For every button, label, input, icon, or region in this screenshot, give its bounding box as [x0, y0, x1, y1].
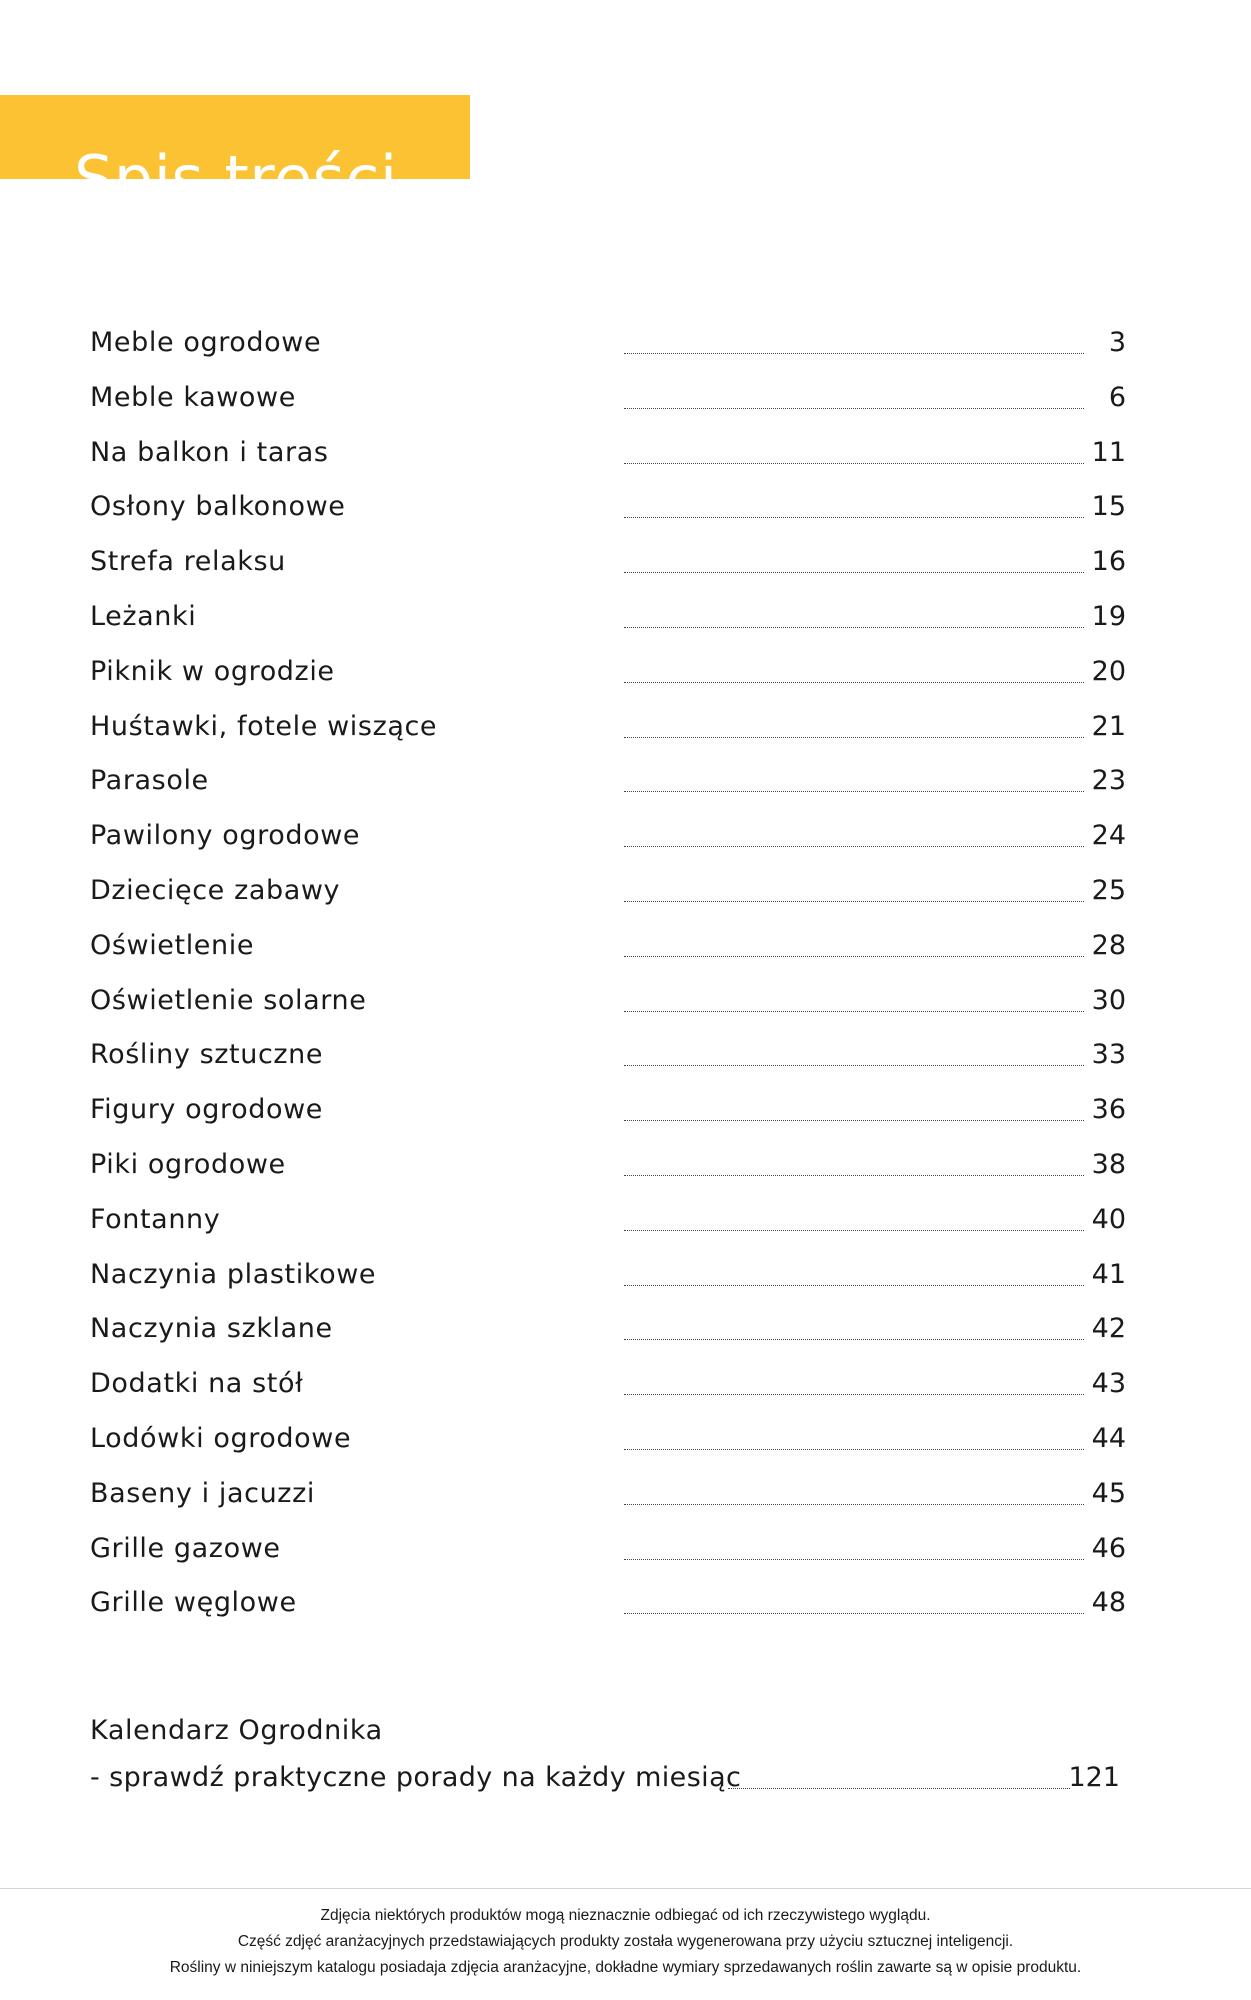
toc-entry-page-number: 36: [1091, 1094, 1126, 1126]
footer-disclaimer: [0, 1903, 1251, 1981]
toc-entry[interactable]: [90, 1306, 1126, 1361]
toc-entry[interactable]: [90, 1197, 1126, 1252]
dot-leader: [624, 1339, 1084, 1340]
toc-entry-page-number: 21: [1091, 710, 1126, 742]
footer-divider: [0, 1888, 1251, 1889]
toc-entry[interactable]: [90, 1087, 1126, 1142]
toc-entry-label: Strefa relaksu: [90, 546, 286, 578]
toc-entry-label: Oświetlenie: [90, 929, 255, 961]
footer-line-2: Część zdjęć aranżacyjnych przedstawiających produkty została wygenerowana przy użyciu sztucznej inteligencji.: [237, 1933, 1014, 1950]
dot-leader: [624, 1011, 1084, 1012]
toc-entry-page-number: 44: [1091, 1422, 1126, 1454]
dot-leader: [624, 1559, 1084, 1560]
calendar-page-number: 121: [1068, 1762, 1120, 1793]
dot-leader: [624, 956, 1084, 957]
toc-entry-label: Naczynia szklane: [90, 1313, 333, 1345]
toc-entry[interactable]: [90, 320, 1126, 375]
toc-entry-page-number: 25: [1091, 874, 1126, 906]
toc-entry-page-number: 11: [1091, 436, 1126, 468]
toc-entry-page-number: 30: [1091, 984, 1126, 1016]
toc-entry-label: Lodówki ogrodowe: [90, 1422, 352, 1454]
toc-entry-page-number: 33: [1091, 1039, 1126, 1071]
dot-leader: [624, 1613, 1084, 1614]
toc-entry-page-number: 20: [1091, 655, 1126, 687]
toc-entry-page-number: 3: [1108, 327, 1126, 358]
toc-entry-label: Osłony balkonowe: [90, 491, 346, 523]
toc-entry[interactable]: [90, 1580, 1126, 1635]
toc-entry[interactable]: [90, 649, 1126, 704]
toc-entry[interactable]: [90, 484, 1126, 539]
toc-entry-page-number: 19: [1091, 600, 1126, 632]
toc-entry-label: Meble ogrodowe: [90, 327, 322, 358]
toc-entry-label: Figury ogrodowe: [90, 1094, 324, 1126]
toc-entry-label: Grille węglowe: [90, 1587, 297, 1619]
toc-entry-page-number: 48: [1091, 1587, 1126, 1619]
dot-leader: [624, 463, 1084, 464]
toc-entry-label: Dodatki na stół: [90, 1368, 304, 1400]
dot-leader: [728, 1788, 1070, 1789]
toc-entry-label: Pawilony ogrodowe: [90, 820, 361, 852]
toc-entry-label: Piknik w ogrodzie: [90, 655, 335, 687]
toc-entry-page-number: 43: [1091, 1368, 1126, 1400]
toc-entry[interactable]: [90, 1252, 1126, 1307]
dot-leader: [624, 737, 1084, 738]
calendar-entry[interactable]: [90, 1761, 1120, 1811]
toc-entry[interactable]: [90, 1471, 1126, 1526]
dot-leader: [624, 1394, 1084, 1395]
dot-leader: [624, 1065, 1084, 1066]
toc-entry[interactable]: [90, 1526, 1126, 1581]
toc-entry-label: Fontanny: [90, 1203, 221, 1235]
toc-entry[interactable]: [90, 594, 1126, 649]
toc-entry-label: Piki ogrodowe: [90, 1148, 286, 1180]
toc-entry-label: Na balkon i taras: [90, 436, 329, 468]
toc-entry-page-number: 38: [1091, 1148, 1126, 1180]
toc-entry-page-number: 24: [1091, 820, 1126, 852]
toc-entry[interactable]: [90, 813, 1126, 868]
toc-entry-page-number: 28: [1091, 929, 1126, 961]
dot-leader: [624, 846, 1084, 847]
toc-entry[interactable]: [90, 539, 1126, 594]
toc-entry[interactable]: [90, 758, 1126, 813]
toc-entry[interactable]: [90, 430, 1126, 485]
dot-leader: [624, 1285, 1084, 1286]
toc-entry[interactable]: [90, 375, 1126, 430]
dot-leader: [624, 901, 1084, 902]
toc-entry-page-number: 16: [1091, 546, 1126, 578]
toc-entry[interactable]: [90, 1032, 1126, 1087]
toc-entry-page-number: 15: [1091, 491, 1126, 523]
toc-entry-label: Oświetlenie solarne: [90, 984, 367, 1016]
calendar-subtitle: - sprawdź praktyczne porady na każdy miesiąc: [90, 1762, 742, 1793]
toc-entry-label: Rośliny sztuczne: [90, 1039, 324, 1071]
title-banner: [0, 95, 470, 215]
toc-entry-label: Grille gazowe: [90, 1532, 281, 1564]
dot-leader: [624, 572, 1084, 573]
toc-entry-label: Leżanki: [90, 600, 197, 632]
toc-entry-label: Parasole: [90, 765, 209, 797]
calendar-title[interactable]: Kalendarz Ogrodnika: [90, 1715, 383, 1746]
dot-leader: [624, 1230, 1084, 1231]
dot-leader: [624, 1120, 1084, 1121]
footer-line-1: Zdjęcia niektórych produktów mogą nieznacznie odbiegać od ich rzeczywistego wyglądu.: [320, 1907, 931, 1924]
toc-entry-page-number: 45: [1091, 1477, 1126, 1509]
toc-entry-label: Meble kawowe: [90, 381, 296, 413]
dot-leader: [624, 627, 1084, 628]
toc-entry-page-number: 42: [1091, 1313, 1126, 1345]
dot-leader: [624, 1504, 1084, 1505]
toc-entry[interactable]: [90, 704, 1126, 759]
dot-leader: [624, 517, 1084, 518]
toc-entry-label: Baseny i jacuzzi: [90, 1477, 315, 1509]
dot-leader: [624, 682, 1084, 683]
toc-entry-label: Huśtawki, fotele wiszące: [90, 710, 438, 742]
calendar-section: [90, 1714, 1120, 1811]
dot-leader: [624, 1175, 1084, 1176]
dot-leader: [624, 408, 1084, 409]
toc-entry[interactable]: [90, 868, 1126, 923]
toc-entry-label: Naczynia plastikowe: [90, 1258, 377, 1290]
toc-entry-label: Dziecięce zabawy: [90, 874, 341, 906]
dot-leader: [624, 791, 1084, 792]
toc-entry[interactable]: [90, 978, 1126, 1033]
toc-entry-page-number: 23: [1091, 765, 1126, 797]
page-title: Spis treści: [74, 141, 398, 215]
toc-entry[interactable]: [90, 1361, 1126, 1416]
footer-line-3: Rośliny w niniejszym katalogu posiadaja zdjęcia aranżacyjne, dokładne wymiary sprzedawanych roślin zawarte są w opisie produktu.: [169, 1959, 1082, 1976]
toc-entry-page-number: 6: [1108, 381, 1126, 413]
dot-leader: [624, 1449, 1084, 1450]
toc-entry-page-number: 46: [1091, 1532, 1126, 1564]
dot-leader: [624, 353, 1084, 354]
toc-entry[interactable]: [90, 923, 1126, 978]
toc-entry[interactable]: [90, 1416, 1126, 1471]
toc-entry[interactable]: [90, 1142, 1126, 1197]
table-of-contents: [90, 320, 1126, 1635]
toc-entry-page-number: 40: [1091, 1203, 1126, 1235]
toc-entry-page-number: 41: [1091, 1258, 1126, 1290]
